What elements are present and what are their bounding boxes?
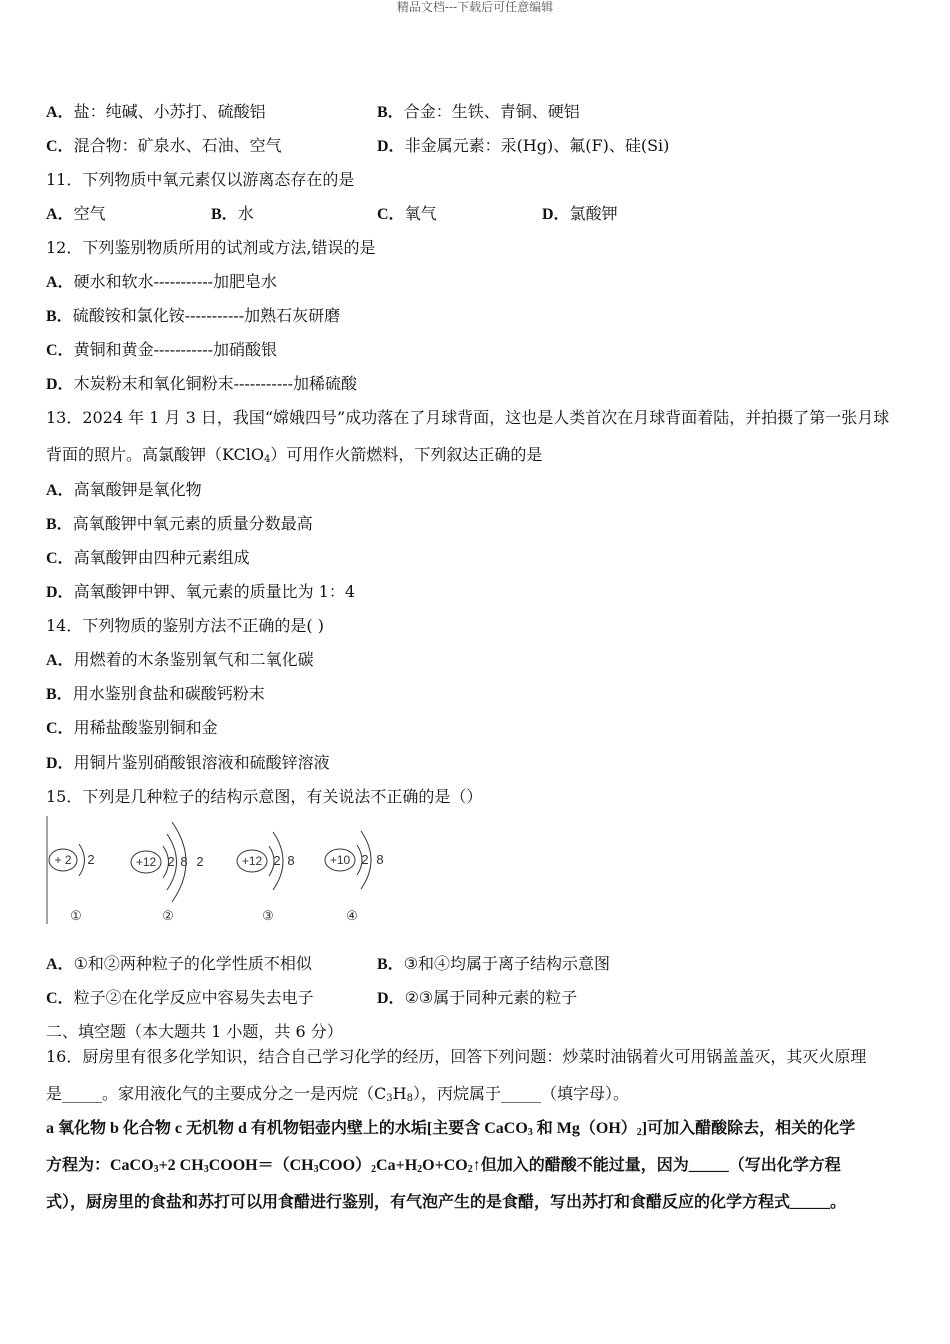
- q14-option-d: D．用铜片鉴别硝酸银溶液和硫酸锌溶液: [46, 753, 330, 772]
- q12-stem: 12．下列鉴别物质所用的试剂或方法,错误的是: [46, 238, 376, 257]
- q14-stem: 14．下列物质的鉴别方法不正确的是( ): [46, 616, 324, 635]
- q13-option-b: B．高氧酸钾中氧元素的质量分数最高: [46, 514, 313, 533]
- atom-1-nucleus: + 2: [54, 853, 72, 867]
- q16-line-4: 方程为：CaCO$_3$+2 $CH_3COOH=(CH_3COO)_2Ca+H_2O+CO_2↑$但加入的醋酸不能过量，因为_____（写出化学方程: [46, 1157, 841, 1175]
- q14-option-a: A．用燃着的木条鉴别氧气和二氧化碳: [46, 650, 314, 669]
- atom-diagram-3: [237, 832, 295, 923]
- atom-1-shell-1: 2: [87, 852, 95, 867]
- atom-4-nucleus: +10: [329, 853, 351, 867]
- atom-4-shell-1: 2: [361, 852, 369, 867]
- q11-stem: 11．下列物质中氧元素仅以游离态存在的是: [46, 170, 355, 189]
- atom-4-label: ④: [346, 908, 358, 923]
- q16-line-2: 是_____。家用液化气的主要成分之一是丙烷$(C_3H_8)$，丙烷属于_____（填字母）。: [46, 1084, 629, 1104]
- atom-diagram-1: [49, 844, 95, 923]
- q15-option-a: A．①和②两种粒子的化学性质不相似: [46, 954, 312, 973]
- q13-option-c: C．高氧酸钾由四种元素组成: [46, 548, 250, 567]
- q14-option-c: C．用稀盐酸鉴别铜和金: [46, 718, 218, 737]
- atom-2-shell-1: 2: [167, 854, 175, 869]
- q13-option-d: D．高氧酸钾中钾、氧元素的质量比为 1：4: [46, 582, 356, 601]
- atom-2-shell-3: 2: [196, 854, 204, 869]
- q13-option-a: A．高氧酸钾是氧化物: [46, 480, 202, 499]
- atom-3-shell-1: 2: [273, 853, 281, 868]
- q15-option-b: B．③和④均属于离子结构示意图: [377, 954, 611, 973]
- q13-stem-line1: 13．2024 年 1 月 3 日，我国“嫦娥四号”成功落在了月球背面，这也是人类首次在月球背面着陆，并拍摄了第一张月球: [46, 408, 890, 427]
- atom-3-nucleus: +12: [241, 854, 263, 868]
- q12-option-b: B．硫酸铵和氯化铵-----------加熟石灰研磨: [46, 306, 341, 325]
- q15-stem: 15．下列是几种粒子的结构示意图，有关说法不正确的是（）: [46, 787, 483, 806]
- q10-option-a: A．盐：纯碱、小苏打、硫酸铝: [46, 102, 266, 121]
- page-header: 精品文档---下载后可任意编辑: [396, 0, 554, 14]
- q12-option-a: A．硬水和软水-----------加肥皂水: [46, 272, 278, 291]
- atom-3-shell-2: 8: [287, 853, 295, 868]
- atom-2-shell-2: 8: [180, 854, 188, 869]
- atom-diagram-4: [325, 831, 384, 923]
- q11-option-c: C．氧气: [377, 204, 437, 223]
- q15-option-c: C．粒子②在化学反应中容易失去电子: [46, 988, 314, 1007]
- q10-option-d: D．非金属元素：汞(Hg)、氟(F)、硅(Si): [377, 136, 670, 155]
- q11-option-d: D．氯酸钾: [542, 204, 618, 223]
- atom-2-nucleus: +12: [135, 855, 157, 869]
- atom-2-label: ②: [162, 908, 174, 923]
- q12-option-d: D．木炭粉末和氧化铜粉末-----------加稀硫酸: [46, 374, 358, 393]
- atom-4-shell-2: 8: [376, 852, 384, 867]
- q13-stem-line2: 背面的照片。高氯酸钾（KClO$_4$）可用作火箭燃料，下列叙达正确的是: [46, 445, 543, 465]
- q12-option-c: C．黄铜和黄金-----------加硝酸银: [46, 340, 278, 359]
- q11-option-a: A．空气: [46, 204, 106, 223]
- q15-option-d: D．②③属于同种元素的粒子: [377, 988, 578, 1007]
- section-2-title: 二、填空题（本大题共 1 小题，共 6 分）: [46, 1022, 343, 1041]
- q16-line-3: a 氧化物 b 化合物 c 无机物 d 有机物铝壶内壁上的水垢[主要含 CaCO$_3$ 和 $Mg(OH)_2$]可加入醋酸除去，相关的化学: [46, 1120, 856, 1138]
- q10-option-b: B．合金：生铁、青铜、硬铝: [377, 102, 580, 121]
- q16-line-1: 16．厨房里有很多化学知识，结合自己学习化学的经历，回答下列问题：炒菜时油锅着火可用锅盖盖灭，其灭火原理: [46, 1047, 867, 1066]
- q11-option-b: B．水: [211, 204, 254, 223]
- atom-diagram-2: [131, 822, 204, 923]
- atom-1-label: ①: [70, 908, 82, 923]
- atom-structure-diagrams: [46, 816, 406, 928]
- q10-option-c: C．混合物：矿泉水、石油、空气: [46, 136, 282, 155]
- atom-3-label: ③: [262, 908, 274, 923]
- q16-line-5: 式），厨房里的食盐和苏打可以用食醋进行鉴别，有气泡产生的是食醋，写出苏打和食醋反应的化学方程式_____。: [46, 1194, 847, 1211]
- q14-option-b: B．用水鉴别食盐和碳酸钙粉末: [46, 684, 265, 703]
